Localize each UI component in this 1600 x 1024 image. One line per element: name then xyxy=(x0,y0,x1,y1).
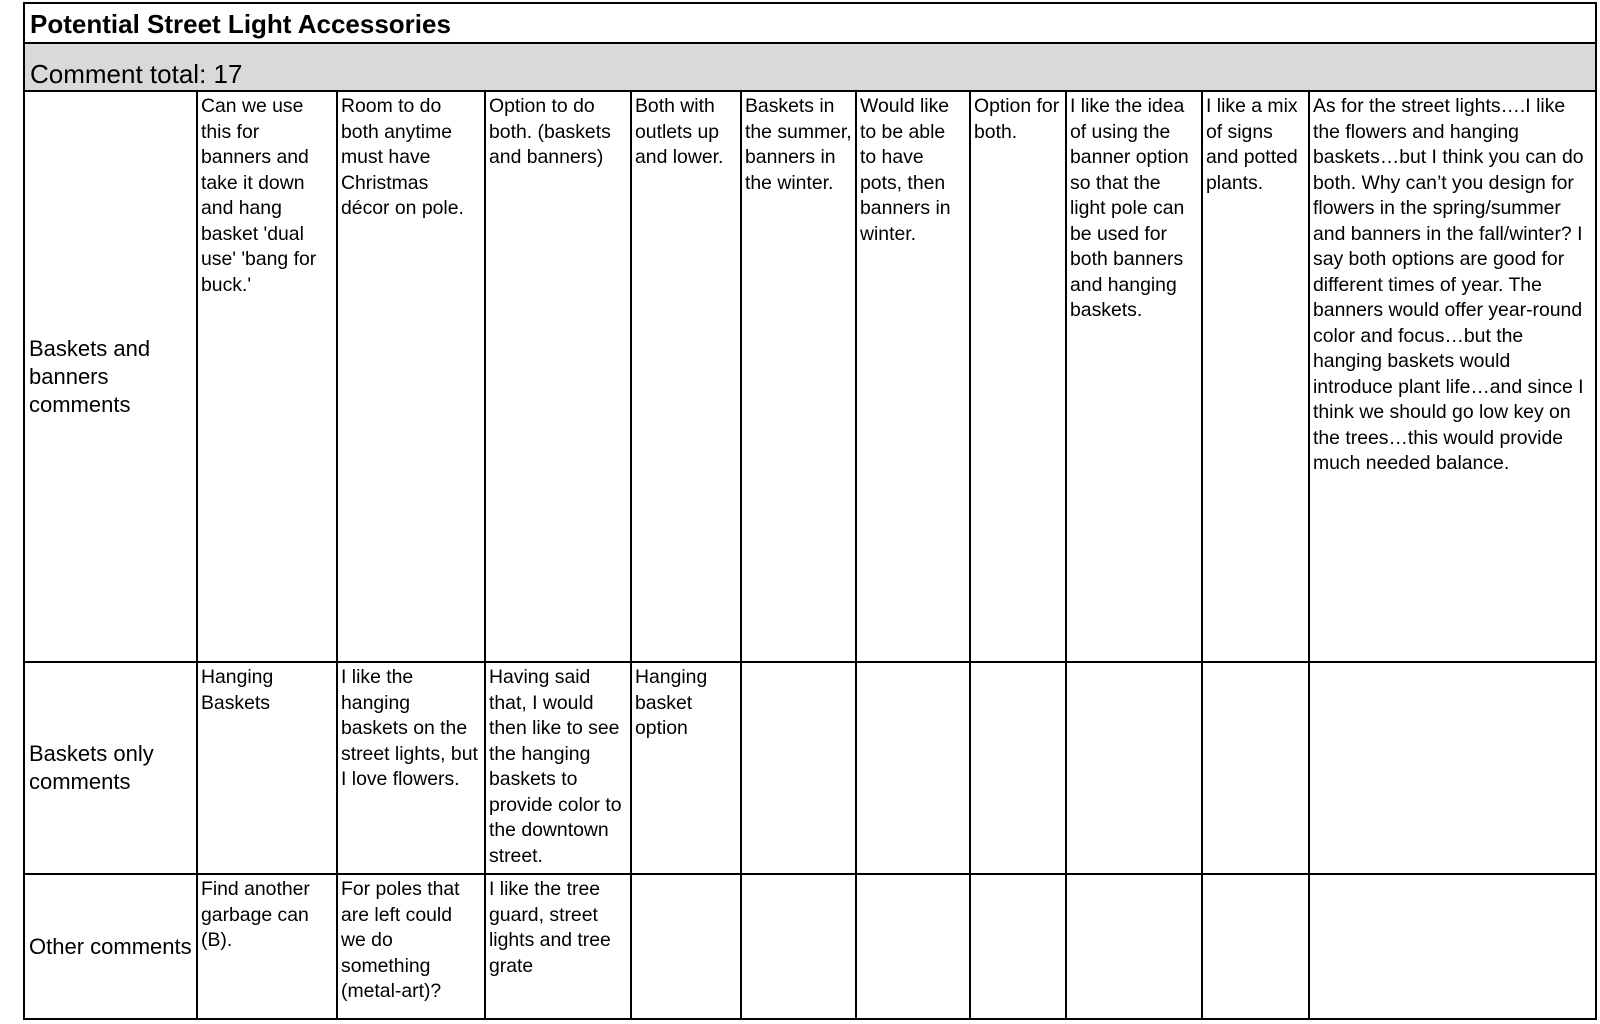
comment-cell xyxy=(970,662,1066,874)
table-row xyxy=(25,92,1595,662)
comment-cell xyxy=(741,874,856,1018)
comment-cell: I like the tree guard, street lights and tree grate xyxy=(485,874,631,1018)
comment-cell: Option for both. xyxy=(970,92,1066,662)
comment-cell: I like the idea of using the banner option so that the light pole can be used for both banners and hanging baskets. xyxy=(1066,92,1202,662)
table-row xyxy=(25,662,1595,874)
comment-cell xyxy=(1309,874,1595,1018)
comment-cell: Option to do both. (baskets and banners) xyxy=(485,92,631,662)
comment-cell: Baskets in the summer, banners in the winter. xyxy=(741,92,856,662)
comment-cell xyxy=(1066,662,1202,874)
comment-cell xyxy=(1202,662,1309,874)
comment-cell: Room to do both anytime must have Christmas décor on pole. xyxy=(337,92,485,662)
row-label-other: Other comments xyxy=(25,874,197,1018)
comment-cell xyxy=(1309,662,1595,874)
comment-cell xyxy=(856,662,970,874)
comment-cell: Find another garbage can (B). xyxy=(197,874,337,1018)
comment-cell: Hanging Baskets xyxy=(197,662,337,874)
comment-cell: I like the hanging baskets on the street lights, but I love flowers. xyxy=(337,662,485,874)
comment-cell xyxy=(1066,874,1202,1018)
comment-cell xyxy=(970,874,1066,1018)
comments-table xyxy=(25,92,1595,1018)
comment-cell: Hanging basket option xyxy=(631,662,741,874)
comment-cell xyxy=(1202,874,1309,1018)
comment-total: Comment total: 17 xyxy=(25,44,1595,92)
table-row xyxy=(25,874,1595,1018)
comment-cell xyxy=(741,662,856,874)
comment-cell: Would like to be able to have pots, then banners in winter. xyxy=(856,92,970,662)
row-label-baskets-and-banners: Baskets and banners comments xyxy=(25,92,197,662)
comment-cell: As for the street lights….I like the flowers and hanging baskets…but I think you can do both. Why can’t you design for flowers in the spring/summer and banners in the fall/winter? I say both options are good for different times of year. The banners would offer year-round color and focus…but the hanging baskets would introduce plant life…and since I think we should go low key on the trees…this would provide much needed balance. xyxy=(1309,92,1595,662)
comment-cell: Having said that, I would then like to see the hanging baskets to provide color to the downtown street. xyxy=(485,662,631,874)
row-label-baskets-only: Baskets only comments xyxy=(25,662,197,874)
comment-cell: Can we use this for banners and take it down and hang basket 'dual use' 'bang for buck.' xyxy=(197,92,337,662)
comment-cell: Both with outlets up and lower. xyxy=(631,92,741,662)
comment-cell xyxy=(856,874,970,1018)
comment-cell: For poles that are left could we do something (metal-art)? xyxy=(337,874,485,1018)
comment-cell xyxy=(631,874,741,1018)
comments-sheet xyxy=(23,2,1597,1020)
comment-cell: I like a mix of signs and potted plants. xyxy=(1202,92,1309,662)
sheet-title: Potential Street Light Accessories xyxy=(25,4,1595,44)
